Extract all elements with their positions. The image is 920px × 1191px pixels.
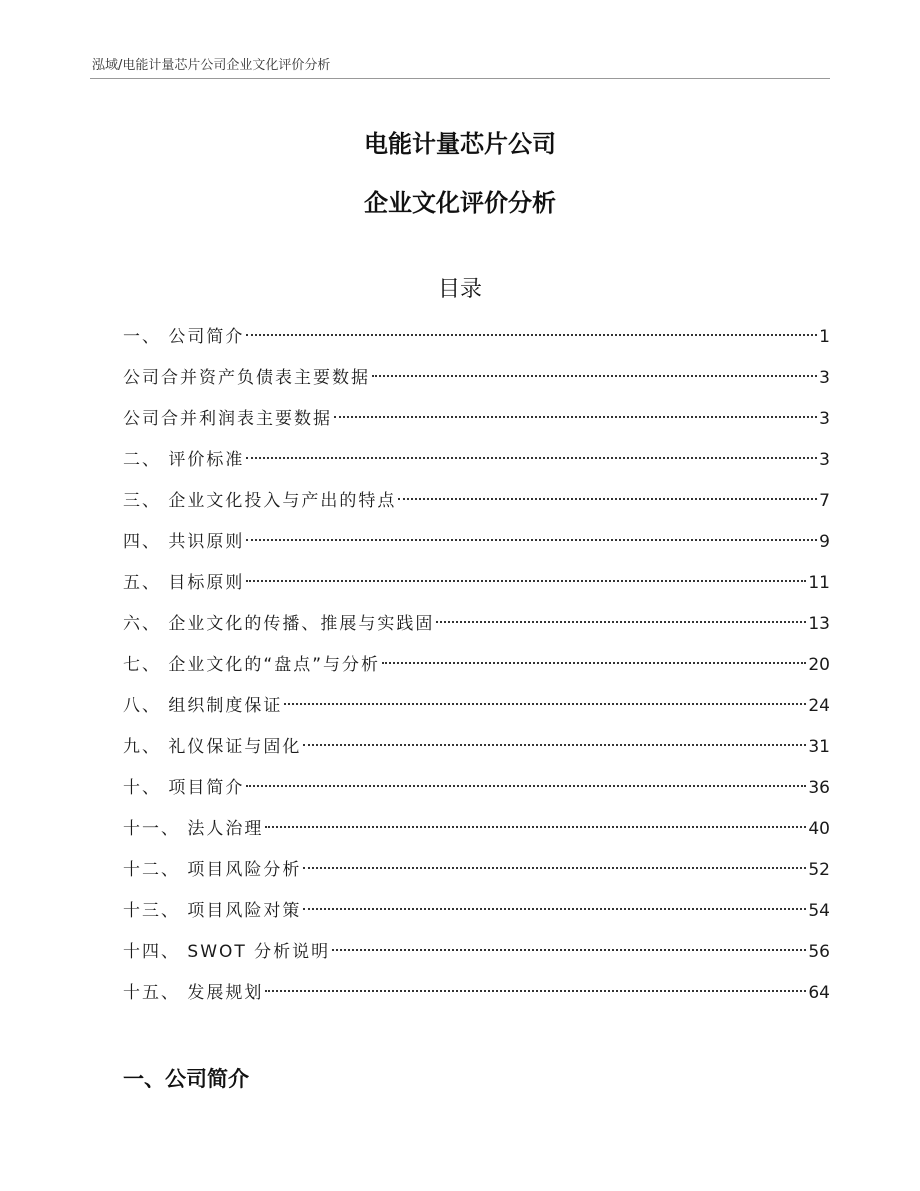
toc-item-page-number: 40 xyxy=(808,819,830,839)
toc-dot-leader xyxy=(334,416,817,418)
toc-item-page-number: 3 xyxy=(819,368,830,388)
toc-item-label: 十、 项目简介 xyxy=(123,778,245,798)
toc-item[interactable] xyxy=(123,486,830,527)
toc-item-label: 公司合并资产负债表主要数据 xyxy=(123,368,370,388)
toc-item-label: 二、 评价标准 xyxy=(123,450,245,470)
toc-item-label: 十二、 项目风险分析 xyxy=(123,860,302,880)
toc-item-page-number: 52 xyxy=(808,860,830,880)
toc-item-page-number: 3 xyxy=(819,450,830,470)
running-header: 泓域/电能计量芯片公司企业文化评价分析 xyxy=(92,58,331,73)
toc-item-label: 一、 公司简介 xyxy=(123,327,245,347)
toc-item-label: 九、 礼仪保证与固化 xyxy=(123,737,302,757)
toc-item-label: 十一、 法人治理 xyxy=(123,819,264,839)
toc-item[interactable] xyxy=(123,896,830,937)
table-of-contents xyxy=(123,322,830,1019)
toc-dot-leader xyxy=(265,990,806,992)
toc-item-page-number: 54 xyxy=(808,901,830,921)
toc-item-page-number: 7 xyxy=(819,491,830,511)
toc-item-page-number: 24 xyxy=(808,696,830,716)
toc-item[interactable] xyxy=(123,609,830,650)
toc-item[interactable] xyxy=(123,363,830,404)
toc-item[interactable] xyxy=(123,568,830,609)
toc-item-label: 四、 共识原则 xyxy=(123,532,245,552)
toc-dot-leader xyxy=(284,703,806,705)
toc-item[interactable] xyxy=(123,650,830,691)
toc-item-page-number: 56 xyxy=(808,942,830,962)
header-rule xyxy=(90,78,830,79)
toc-dot-leader xyxy=(332,949,806,951)
toc-dot-leader xyxy=(372,375,817,377)
toc-item-label: 八、 组织制度保证 xyxy=(123,696,283,716)
toc-dot-leader xyxy=(246,457,817,459)
section-heading: 一、公司简介 xyxy=(123,1067,249,1091)
toc-item-label: 七、 企业文化的“盘点”与分析 xyxy=(123,655,381,675)
toc-item-page-number: 1 xyxy=(819,327,830,347)
toc-item[interactable] xyxy=(123,814,830,855)
toc-item[interactable] xyxy=(123,773,830,814)
toc-item-label: 十五、 发展规划 xyxy=(123,983,264,1003)
toc-item[interactable] xyxy=(123,978,830,1019)
toc-dot-leader xyxy=(398,498,817,500)
toc-item-page-number: 20 xyxy=(808,655,830,675)
document-title-line2: 企业文化评价分析 xyxy=(364,189,556,217)
toc-dot-leader xyxy=(303,867,806,869)
toc-item-page-number: 9 xyxy=(819,532,830,552)
toc-dot-leader xyxy=(436,621,806,623)
toc-item-label: 三、 企业文化投入与产出的特点 xyxy=(123,491,397,511)
toc-dot-leader xyxy=(382,662,806,664)
document-title-line1: 电能计量芯片公司 xyxy=(364,130,556,158)
toc-item-page-number: 3 xyxy=(819,409,830,429)
toc-dot-leader xyxy=(246,334,817,336)
toc-item[interactable] xyxy=(123,691,830,732)
toc-item-page-number: 64 xyxy=(808,983,830,1003)
toc-dot-leader xyxy=(303,744,806,746)
toc-dot-leader xyxy=(265,826,806,828)
toc-dot-leader xyxy=(246,785,806,787)
toc-dot-leader xyxy=(303,908,806,910)
toc-item[interactable] xyxy=(123,937,830,978)
toc-item-page-number: 11 xyxy=(808,573,830,593)
toc-item[interactable] xyxy=(123,445,830,486)
toc-dot-leader xyxy=(246,580,806,582)
toc-item-page-number: 36 xyxy=(808,778,830,798)
toc-item[interactable] xyxy=(123,855,830,896)
toc-heading: 目录 xyxy=(437,277,482,302)
toc-item[interactable] xyxy=(123,527,830,568)
toc-item-page-number: 31 xyxy=(808,737,830,757)
toc-item[interactable] xyxy=(123,732,830,773)
toc-item[interactable] xyxy=(123,404,830,445)
toc-item-label: 六、 企业文化的传播、推展与实践固 xyxy=(123,614,435,634)
toc-item-label: 十三、 项目风险对策 xyxy=(123,901,302,921)
toc-item-label: 公司合并利润表主要数据 xyxy=(123,409,332,429)
toc-dot-leader xyxy=(246,539,817,541)
toc-item-label: 五、 目标原则 xyxy=(123,573,245,593)
toc-item-label: 十四、 SWOT 分析说明 xyxy=(123,942,331,962)
toc-item[interactable] xyxy=(123,322,830,363)
toc-item-page-number: 13 xyxy=(808,614,830,634)
